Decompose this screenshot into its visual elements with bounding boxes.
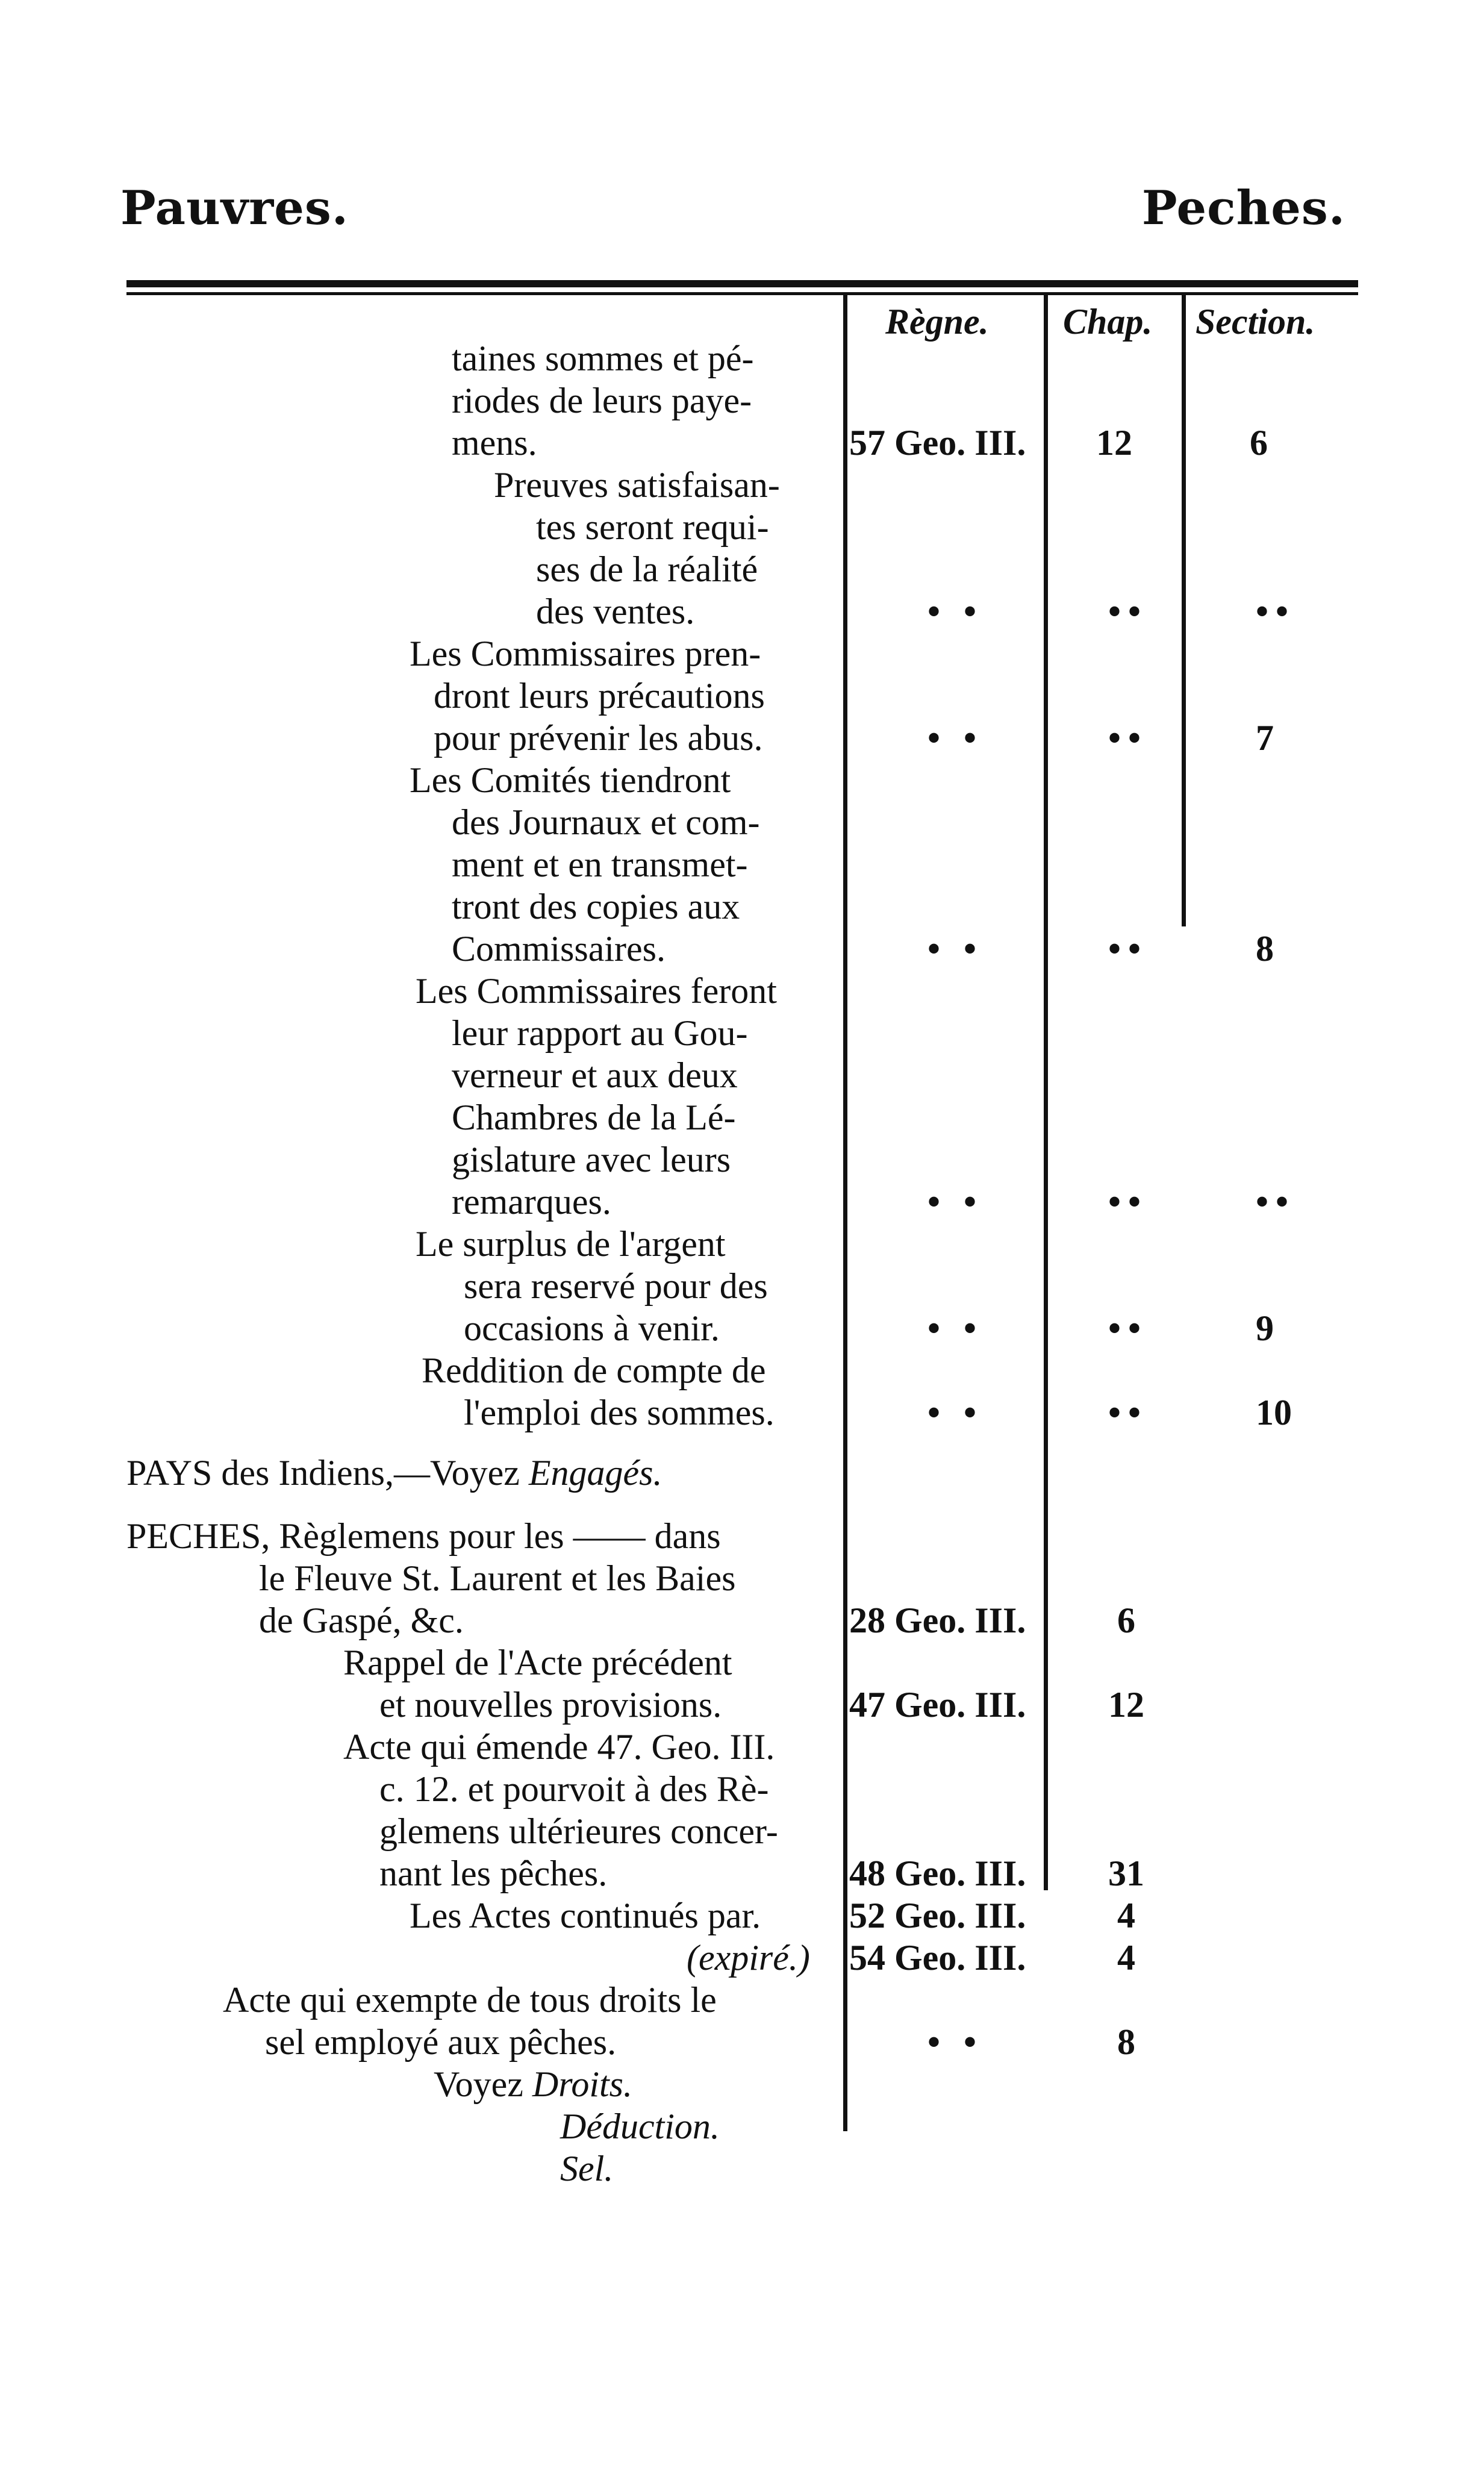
entry-line: tront des copies aux (452, 887, 740, 926)
chap-cell: •• (1108, 1182, 1149, 1222)
regne-cell: 54 Geo. III. (849, 1938, 1026, 1978)
entry-line: c. 12. et pourvoit à des Rè- (379, 1769, 769, 1809)
entry-line: sera reservé pour des (464, 1266, 768, 1306)
column-header-section: Section. (1196, 302, 1315, 342)
entry-line: Les Commissaires feront (416, 971, 777, 1011)
entry-line: remarques. (452, 1182, 611, 1222)
section-cell: •• (1256, 1182, 1296, 1222)
entry-line: des ventes. (536, 592, 695, 631)
entry-line: leur rapport au Gou- (452, 1013, 748, 1053)
entry-line: l'emploi des sommes. (464, 1393, 775, 1432)
entry-line: Le surplus de l'argent (416, 1224, 726, 1264)
chap-cell: •• (1108, 592, 1149, 631)
entry-line: sel employé aux pêches. (265, 2022, 617, 2062)
entry-line: Preuves satisfaisan- (494, 465, 780, 505)
regne-cell: • • (928, 1393, 984, 1432)
entry-line (126, 1452, 662, 1494)
entry-line: riodes de leurs paye- (452, 381, 752, 420)
cross-reference: Droits. (532, 2064, 633, 2104)
entry-line: tes seront requi- (536, 507, 769, 547)
header-rule-thin (126, 292, 1358, 295)
regne-cell: • • (928, 592, 984, 631)
regne-cell: • • (928, 718, 984, 758)
section-cell: 7 (1256, 718, 1274, 758)
chap-cell: 4 (1117, 1938, 1135, 1978)
entry-line: (expiré.) (687, 1938, 810, 1978)
chap-cell: 4 (1117, 1896, 1135, 1935)
chap-cell: 12 (1096, 423, 1132, 463)
regne-cell: 47 Geo. III. (849, 1685, 1026, 1725)
column-divider-chap (1044, 294, 1048, 1890)
cross-reference: Sel. (560, 2149, 614, 2188)
chap-cell: •• (1108, 1308, 1149, 1348)
entry-line: PECHES, Règlemens pour les —— dans (126, 1516, 721, 1556)
cross-reference: Engagés. (528, 1453, 662, 1493)
entry-line (434, 2063, 632, 2105)
regne-cell: • • (928, 1308, 984, 1348)
entry-line: verneur et aux deux (452, 1055, 738, 1095)
regne-cell: 28 Geo. III. (849, 1601, 1026, 1640)
section-cell: 9 (1256, 1308, 1274, 1348)
cross-reference: Déduction. (560, 2107, 720, 2146)
running-head-right: Peches. (1141, 181, 1345, 236)
column-header-chap: Chap. (1063, 302, 1153, 342)
regne-cell: 52 Geo. III. (849, 1896, 1026, 1935)
chap-cell: •• (1108, 929, 1149, 969)
running-head-left: Pauvres. (120, 181, 349, 236)
chap-cell: 31 (1108, 1854, 1144, 1893)
entry-line: de Gaspé, &c. (259, 1601, 464, 1640)
entry-line: Reddition de compte de (422, 1351, 766, 1390)
entry-line: Les Comités tiendront (410, 760, 731, 800)
entry-line: Acte qui exempte de tous droits le (223, 1980, 717, 2020)
regne-cell: • • (928, 1182, 984, 1222)
regne-cell: 57 Geo. III. (849, 423, 1026, 463)
regne-cell: • • (928, 929, 984, 969)
chap-cell: •• (1108, 1393, 1149, 1432)
header-rule-thick (126, 280, 1358, 287)
entry-text: Voyez (434, 2064, 523, 2104)
chap-cell: 8 (1117, 2022, 1135, 2062)
entry-line: mens. (452, 423, 537, 463)
entry-line: Les Actes continués par. (410, 1896, 761, 1935)
entry-line: Acte qui émende 47. Geo. III. (343, 1727, 775, 1767)
section-cell: 10 (1256, 1393, 1292, 1432)
entry-line: Commissaires. (452, 929, 666, 969)
entry-line: pour prévenir les abus. (434, 718, 763, 758)
entry-line: Rappel de l'Acte précédent (343, 1643, 732, 1682)
entry-line: dront leurs précautions (434, 676, 765, 716)
chap-cell: •• (1108, 718, 1149, 758)
entry-line: le Fleuve St. Laurent et les Baies (259, 1558, 736, 1598)
entry-line: et nouvelles provisions. (379, 1685, 722, 1725)
entry-line: Les Commissaires pren- (410, 634, 761, 673)
entry-text: PAYS des Indiens,—Voyez (126, 1453, 520, 1493)
chap-cell: 6 (1117, 1601, 1135, 1640)
entry-line: ses de la réalité (536, 549, 758, 589)
entry-line: nant les pêches. (379, 1854, 608, 1893)
chap-cell: 12 (1108, 1685, 1144, 1725)
entry-line: des Journaux et com- (452, 802, 760, 842)
entry-line: taines sommes et pé- (452, 339, 754, 378)
entry-line: gislature avec leurs (452, 1140, 731, 1179)
regne-cell: 48 Geo. III. (849, 1854, 1026, 1893)
column-divider-section (1182, 294, 1186, 926)
section-cell: •• (1256, 592, 1296, 631)
entry-line: glemens ultérieures concer- (379, 1811, 778, 1851)
entry-line: ment et en transmet- (452, 845, 748, 884)
section-cell: 6 (1250, 423, 1268, 463)
column-header-regne: Règne. (885, 302, 989, 342)
section-cell: 8 (1256, 929, 1274, 969)
regne-cell: • • (928, 2022, 984, 2062)
entry-line: Chambres de la Lé- (452, 1098, 736, 1137)
entry-line: occasions à venir. (464, 1308, 720, 1348)
column-divider-regne (843, 294, 847, 2131)
